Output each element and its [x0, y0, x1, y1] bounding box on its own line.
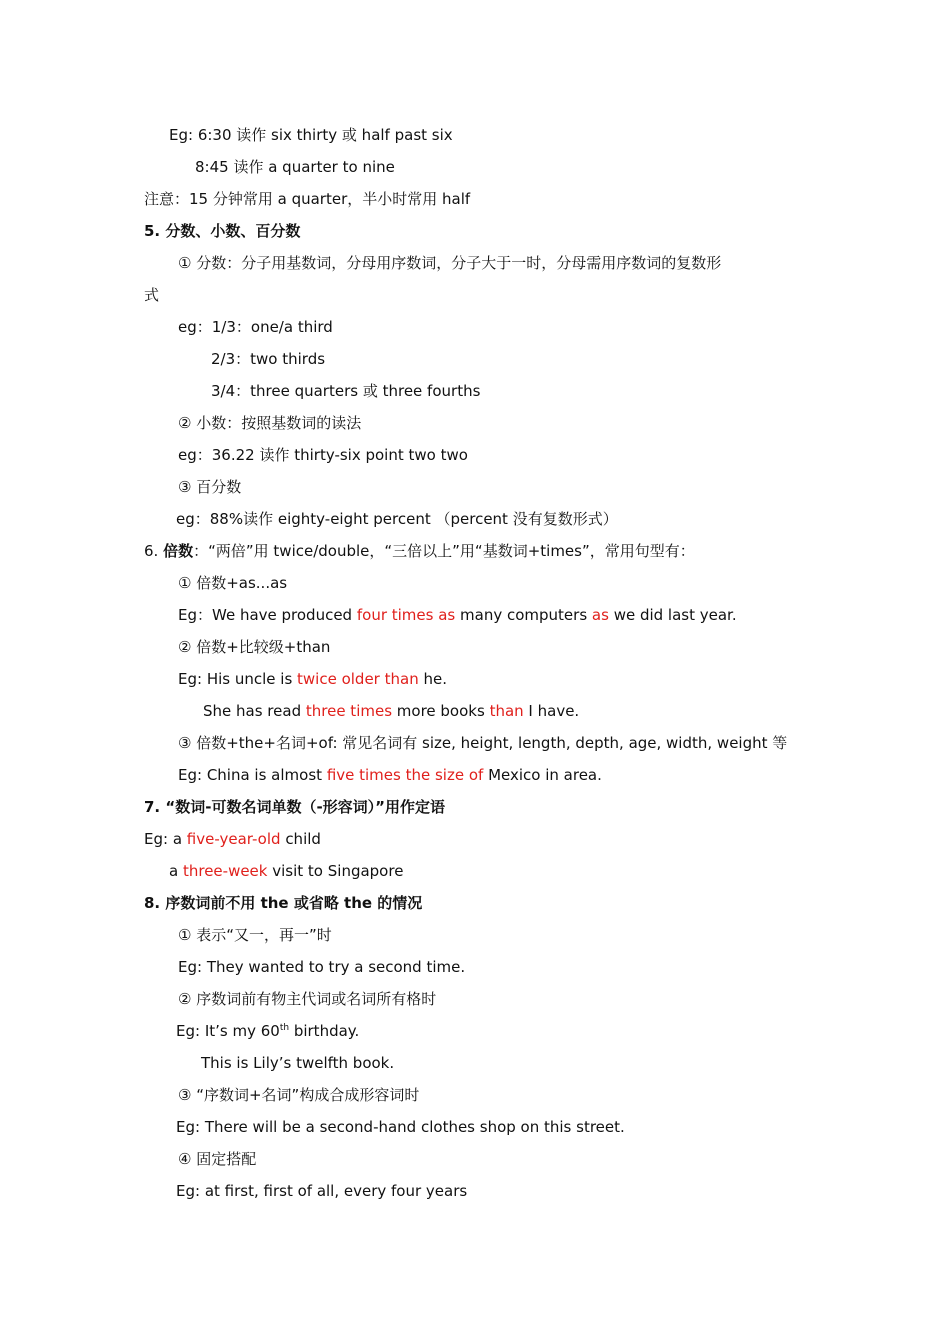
- heading-5-fractions: 5. 分数、小数、百分数: [144, 222, 301, 240]
- example-time-845: 8:45 读作 a quarter to nine: [195, 158, 395, 176]
- note-quarter-half: 注意：15 分钟常用 a quarter，半小时常用 half: [144, 190, 471, 208]
- heading-8-ordinal-the: 8. 序数词前不用 the 或省略 the 的情况: [144, 894, 423, 912]
- example-fraction-1-3: eg：1/3：one/a third: [178, 318, 333, 336]
- example-three-week: a three-week visit to Singapore: [169, 862, 404, 880]
- heading-6-multiples: 6. 倍数：“两倍”用 twice/double，“三倍以上”用“基数词+times”，常用句型有：: [144, 542, 695, 560]
- multiple-pattern-than: ② 倍数+比较级+than: [178, 638, 331, 656]
- multiple-pattern-as-as: ① 倍数+as...as: [178, 574, 288, 592]
- ordinal-rule-again: ① 表示“又一，再一”时: [178, 926, 332, 944]
- fraction-rule: ① 分数：分子用基数词，分母用序数词，分子大于一时，分母需用序数词的复数形: [178, 254, 722, 272]
- example-size-of: Eg: China is almost five times the size of Mexico in area.: [178, 766, 602, 784]
- example-twice-older: Eg: His uncle is twice older than he.: [178, 670, 447, 688]
- heading-7-attributive: 7. “数词-可数名词单数（-形容词）”用作定语: [144, 798, 446, 816]
- ordinal-rule-possessive: ② 序数词前有物主代词或名词所有格时: [178, 990, 437, 1008]
- percent-rule: ③ 百分数: [178, 478, 242, 496]
- example-fraction-2-3: 2/3：two thirds: [211, 350, 326, 368]
- ordinal-rule-fixed: ④ 固定搭配: [178, 1150, 257, 1168]
- fraction-rule-cont: 式: [144, 286, 160, 304]
- example-five-year-old: Eg: a five-year-old child: [144, 830, 321, 848]
- example-three-times: She has read three times more books than I have.: [203, 702, 580, 720]
- ordinal-rule-compound-adj: ③ “序数词+名词”构成合成形容词时: [178, 1086, 420, 1104]
- example-twelfth-book: This is Lily’s twelfth book.: [201, 1054, 395, 1072]
- example-second-hand: Eg: There will be a second-hand clothes shop on this street.: [176, 1118, 625, 1136]
- example-decimal: eg：36.22 读作 thirty-six point two two: [178, 446, 468, 464]
- example-second-time: Eg: They wanted to try a second time.: [178, 958, 466, 976]
- example-time-630: Eg: 6:30 读作 six thirty 或 half past six: [169, 126, 453, 144]
- example-as-as: Eg：We have produced four times as many computers as we did last year.: [178, 606, 737, 624]
- decimal-rule: ② 小数：按照基数词的读法: [178, 414, 362, 432]
- example-percent: eg：88%读作 eighty-eight percent （percent 没有复数形式）: [176, 510, 618, 528]
- example-60th-birthday: Eg: It’s my 60th birthday.: [176, 1022, 360, 1040]
- multiple-pattern-the-of: ③ 倍数+the+名词+of: 常见名词有 size, height, length, depth, age, width, weight 等: [178, 734, 788, 752]
- example-fixed-phrases: Eg: at first, first of all, every four years: [176, 1182, 468, 1200]
- example-fraction-3-4: 3/4：three quarters 或 three fourths: [211, 382, 481, 400]
